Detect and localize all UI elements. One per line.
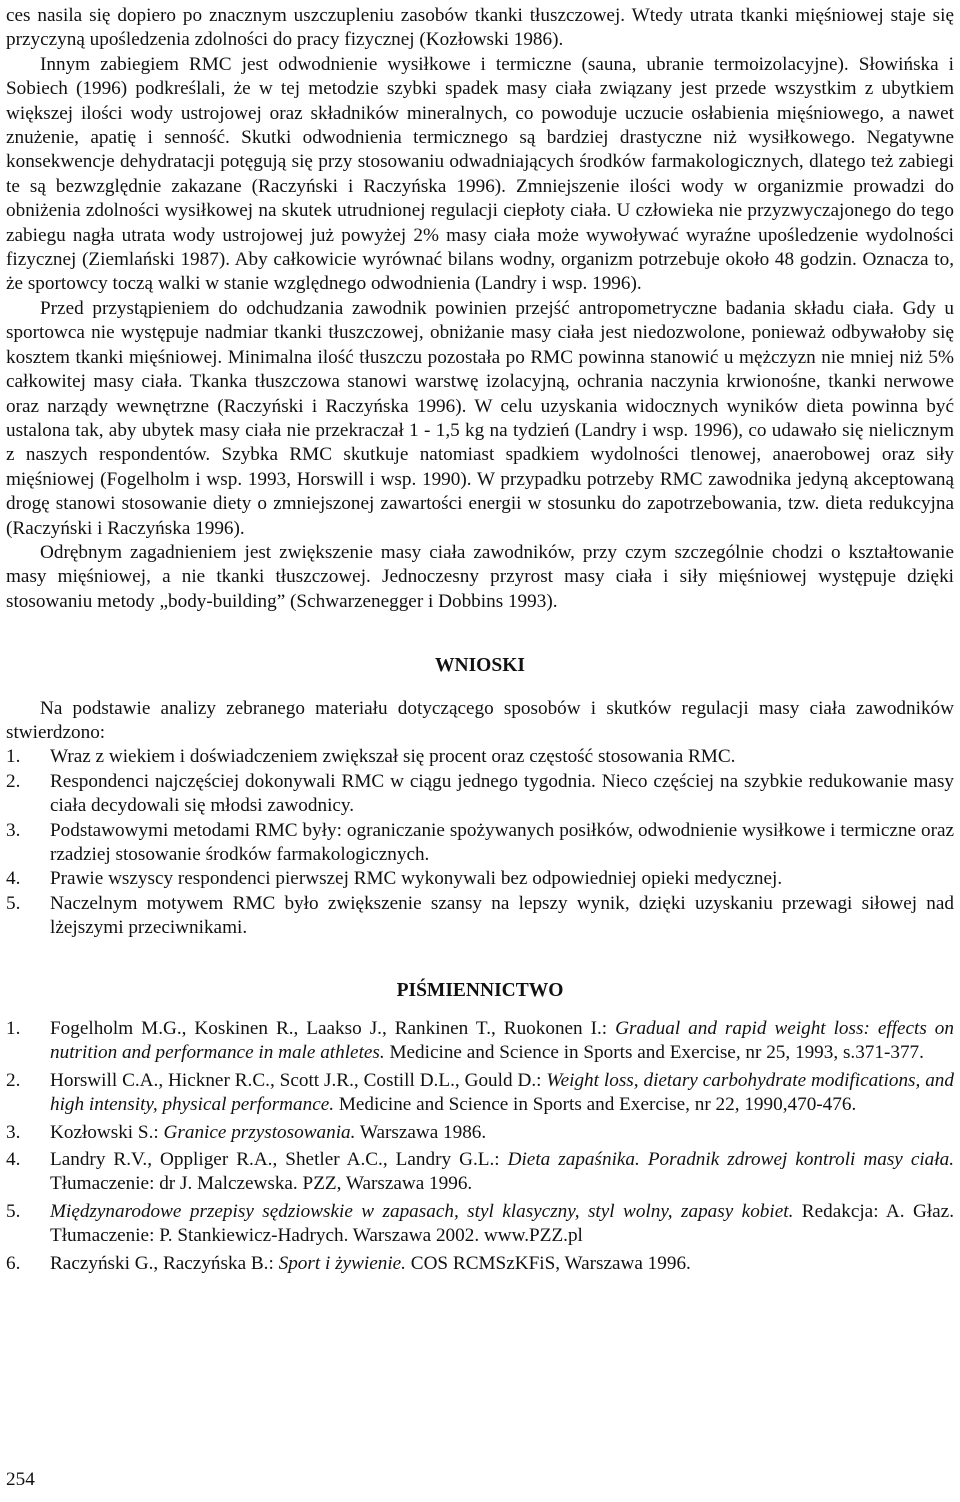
reference-item (6, 1252, 954, 1276)
conclusion-item (6, 892, 954, 941)
reference-item (6, 1017, 954, 1066)
reference-title: Sport i żywienie. (278, 1252, 406, 1274)
reference-authors: Landry R.V., Oppliger R.A., Shetler A.C., Landry G.L.: (50, 1149, 508, 1171)
conclusion-number: 2. (6, 770, 21, 792)
conclusion-text: Naczelnym motywem RMC było zwiększenie szansy na lepszy wynik, dzięki uzyskaniu przewagi siłowej nad lżejszymi przeciwnikami. (50, 892, 954, 939)
reference-details: Redakcja: A. Głaz. Tłumaczenie: P. Stankiewicz-Hadrych. Warszawa 2002. www.PZZ.pl (50, 1200, 954, 1247)
reference-number: 1. (6, 1018, 21, 1040)
conclusion-text: Prawie wszyscy respondenci pierwszej RMC wykonywali bez odpowiedniej opieki medycznej. (50, 868, 783, 890)
reference-number: 4. (6, 1149, 21, 1171)
reference-title: Gradual and rapid weight loss: effects on nutrition and performance in male athletes. (50, 1018, 954, 1064)
reference-details: Tłumaczenie: dr J. Malczewska. PZZ, Warszawa 1996. (50, 1173, 473, 1195)
conclusion-item (6, 770, 954, 819)
reference-number: 3. (6, 1121, 21, 1143)
conclusion-item (6, 867, 954, 891)
reference-title: Weight loss, dietary carbohydrate modifications, and high intensity, physical performance. (50, 1069, 954, 1116)
reference-details: Medicine and Science in Sports and Exercise, nr 22, 1990,470-476. (334, 1094, 857, 1116)
reference-item (6, 1200, 954, 1249)
conclusion-item (6, 819, 954, 868)
reference-item (6, 1069, 954, 1118)
reference-number: 2. (6, 1069, 21, 1091)
reference-details: Warszawa 1986. (355, 1121, 487, 1143)
conclusion-number: 1. (6, 746, 21, 768)
conclusion-item (6, 745, 954, 769)
reference-authors: Fogelholm M.G., Koskinen R., Laakso J., Rankinen T., Ruokonen I.: (50, 1018, 616, 1040)
reference-authors: Kozłowski S.: (50, 1121, 164, 1143)
conclusions-heading: WNIOSKI (435, 655, 525, 677)
conclusion-text: Respondenci najczęściej dokonywali RMC w ciągu jednego tygodnia. Nieco częściej na szybkie redukowanie masy ciała decydowali się młodsi zawodnicy. (50, 770, 954, 817)
body-paragraph-4: Odrębnym zagadnieniem jest zwiększenie masy ciała zawodników, przy czym szczególnie chodzi o kształtowanie masy mięśniowej, a nie tkanki tłuszczowej. Jednoczesny przyrost masy ciała i siły mięśniowej występuje dzięki stosowaniu metody „body-building” (Schwarzenegger i Dobbins 1993). (6, 541, 954, 612)
reference-title: Dieta zapaśnika. Poradnik zdrowej kontroli masy ciała. (507, 1149, 954, 1171)
body-paragraph-3: Przed przystąpieniem do odchudzania zawodnik powinien przejść antropometryczne badania składu ciała. Gdy u sportowca nie występuje nadmiar tkanki tłuszczowej, obniżanie masy ciała jest niedozwolone, ponieważ odbywałoby się kosztem tkanki mięśniowej. Minimalna ilość tłuszczu pozostała po RMC powinna stanowić u mężczyzn nie mniej niż 5% całkowitej masy ciała. Tkanka tłuszczowa stanowi warstwę izolacyjną, ochrania naczynia krwionośne, tkanki nerwowe oraz narządy wewnętrzne (Raczyński i Raczyńska 1996). W celu uzyskania widocznych wyników dieta powinna być ustalona tak, aby ubytek masy ciała nie przekraczał 1 - 1,5 kg na tydzień (Landry i wsp. 1996), co udawało się nielicznym z naszych respondentów. Szybka RMC skutkuje natomiast spadkiem wydolności tlenowej, anaerobowej oraz siły mięśniowej (Fogelholm i wsp. 1993, Horswill i wsp. 1990). W przypadku potrzeby RMC zawodnika jedyną akceptowaną drogę stanowi stosowanie diety o zmniejszonej zawartości energii w stosunku do zapotrzebowania, tzw. dieta redukcyjna (Raczyński i Raczyńska 1996). (6, 297, 954, 539)
reference-title: Granice przystosowania. (163, 1121, 356, 1143)
conclusion-number: 4. (6, 868, 21, 890)
reference-number: 6. (6, 1252, 21, 1274)
body-paragraph-2: Innym zabiegiem RMC jest odwodnienie wysiłkowe i termiczne (sauna, ubranie termoizolacyjne). Słowińska i Sobiech (1996) podkreślali, że w tej metodzie szybki spadek masy ciała związany jest przede wszystkim z ubytkiem większej ilości wody ustrojowej oraz składników mineralnych, co powoduje uczucie osłabienia mięśniowego, a nawet znużenie, apatię i senność. Skutki odwodnienia termicznego są bardziej drastyczne niż wysiłkowego. Negatywne konsekwencje dehydratacji potęgują się przy stosowaniu odwadniających środków farmakologicznych, dlatego też zabiegi te są bezwzględnie zakazane (Raczyński i Raczyńska 1996). Zmniejszenie ilości wody w organizmie prowadzi do obniżenia zdolności wysiłkowej na skutek utrudnionej regulacji ciepłoty ciała. U człowieka nie przyzwyczajonego do tego zabiegu nagła utrata wody ustrojowej już powyżej 2% masy ciała może wywoływać wyraźne upośledzenie wydolności fizycznej (Ziemlański 1987). Aby całkowicie wyrównać bilans wodny, organizm potrzebuje około 48 godzin. Oznacza to, że sportowcy toczą walki w stanie względnego odwodnienia (Landry i wsp. 1996). (6, 53, 954, 295)
conclusion-number: 5. (6, 892, 21, 914)
conclusion-number: 3. (6, 819, 21, 841)
body-paragraph-1: ces nasila się dopiero po znacznym uszczupleniu zasobów tkanki tłuszczowej. Wtedy utrata tkanki mięśniowej staje się przyczyną upośledzenia zdolności do pracy fizycznej (Kozłowski 1986). (6, 5, 954, 51)
conclusions-list (6, 745, 954, 940)
conclusion-text: Wraz z wiekiem i doświadczeniem zwiększał się procent oraz częstość stosowania RMC. (50, 746, 736, 768)
reference-title: Międzynarodowe przepisy sędziowskie w zapasach, styl klasyczny, styl wolny, zapasy kobiet. (50, 1200, 794, 1222)
reference-item (6, 1121, 954, 1145)
conclusion-text: Podstawowymi metodami RMC były: ograniczanie spożywanych posiłków, odwodnienie wysiłkowe i termiczne oraz rzadziej stosowanie środków farmakologicznych. (50, 819, 954, 865)
references-list (6, 1017, 954, 1276)
page-number: 254 (6, 1469, 35, 1490)
reference-authors: Horswill C.A., Hickner R.C., Scott J.R., Costill D.L., Gould D.: (50, 1069, 547, 1091)
references-heading: PIŚMIENNICTWO (396, 979, 564, 1001)
reference-authors: Raczyński G., Raczyńska B.: (50, 1252, 279, 1274)
conclusions-intro: Na podstawie analizy zebranego materiału dotyczącego sposobów i skutków regulacji masy ciała zawodników stwierdzono: (6, 697, 954, 743)
reference-number: 5. (6, 1200, 21, 1222)
reference-details: COS RCMSzKFiS, Warszawa 1996. (405, 1252, 691, 1274)
reference-details: Medicine and Science in Sports and Exercise, nr 25, 1993, s.371-377. (384, 1042, 924, 1064)
reference-item (6, 1148, 954, 1197)
